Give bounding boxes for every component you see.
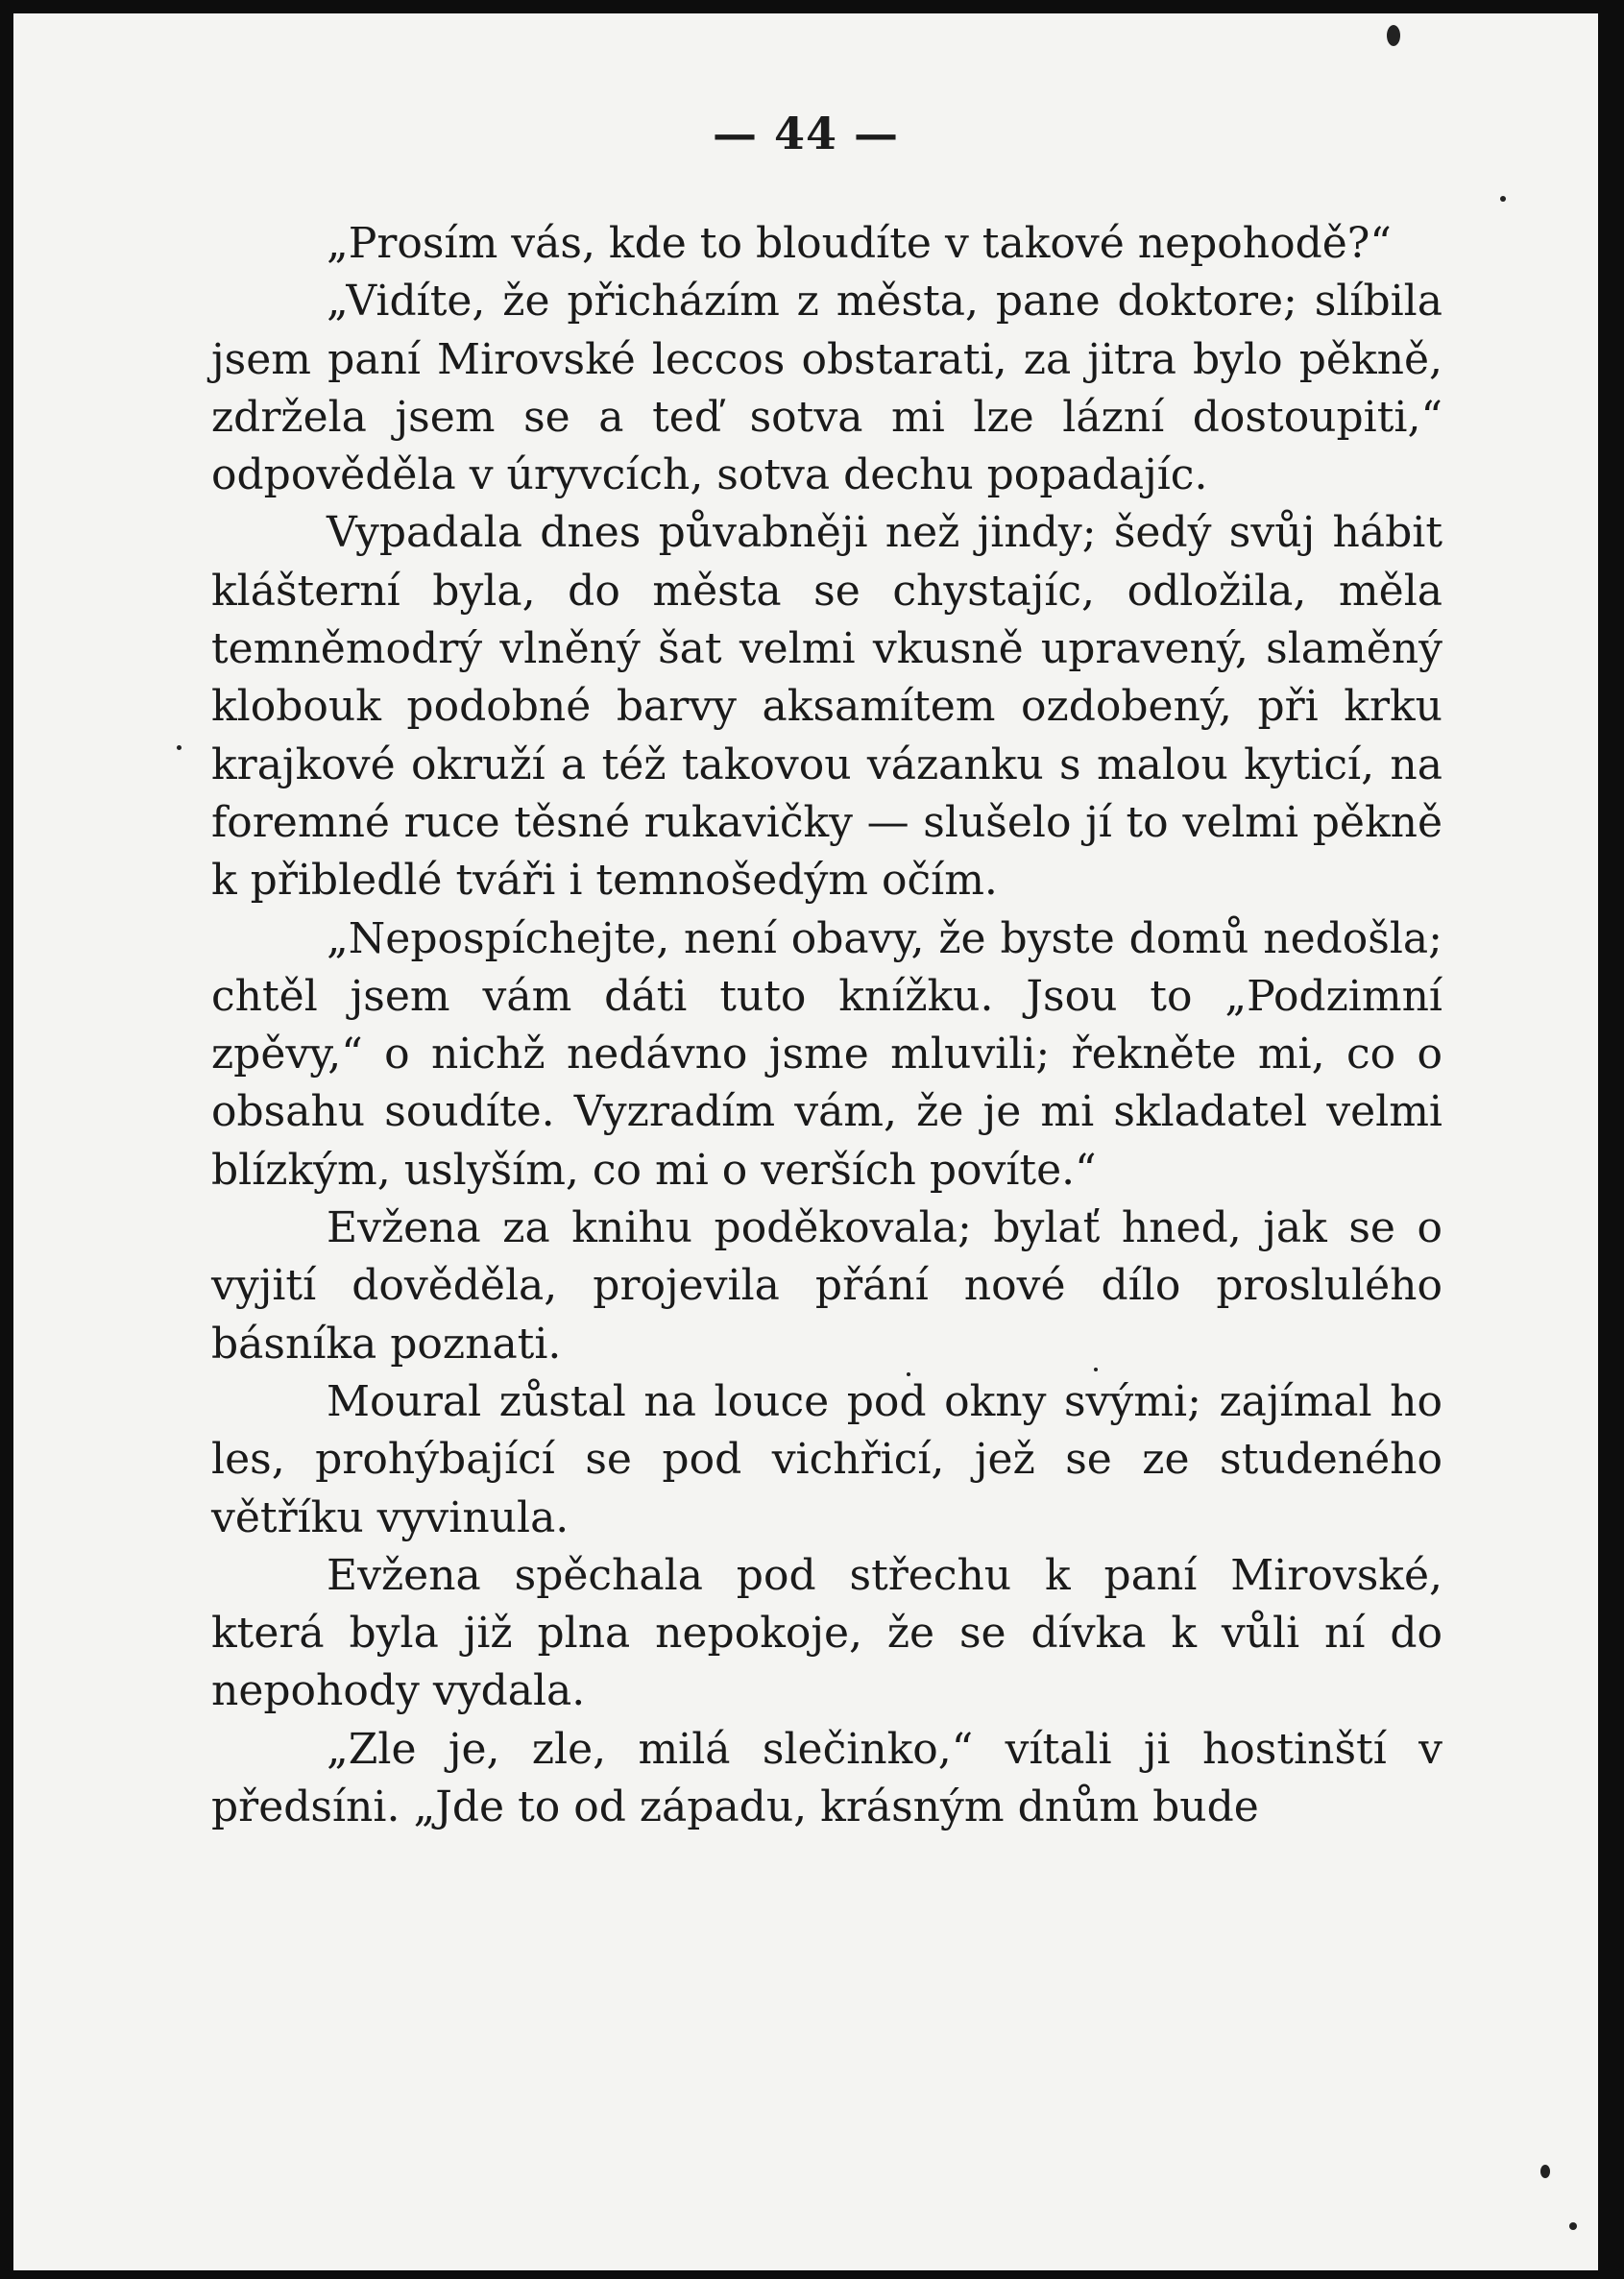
scan-speck bbox=[1500, 196, 1506, 202]
paragraph: „Vidíte, že přicházím z města, pane doktore; slíbila jsem paní Mirovské leccos obstarati, za jitra bylo pěkně, zdržela jsem se a teď sotva mi lze lázní dostoupiti,“ odpověděla v úryvcích, sotva dechu popadajíc. bbox=[211, 277, 1442, 500]
paragraph: Evžena spěchala pod střechu k paní Mirovské, která byla již plna nepokoje, že se dívka k vůli ní do nepohody vydala. bbox=[211, 1550, 1442, 1716]
scan-speck bbox=[1540, 2165, 1550, 2178]
scan-border bbox=[1598, 0, 1624, 2279]
body-text bbox=[211, 215, 1442, 1836]
scan-speck bbox=[1569, 2222, 1577, 2230]
book-page bbox=[13, 13, 1598, 2270]
scan-speck bbox=[177, 745, 182, 750]
scan-speck bbox=[1094, 1368, 1098, 1371]
paragraph: Moural zůstal na louce pod okny svými; zajímal ho les, prohýbající se pod vichřicí, jež se ze studeného větříku vyvinula. bbox=[211, 1376, 1442, 1542]
page-number: — 44 — bbox=[712, 108, 900, 159]
paragraph: „Prosím vás, kde to bloudíte v takové nepohodě?“ bbox=[327, 219, 1392, 268]
paragraph: Evžena za knihu poděkovala; bylať hned, jak se o vyjití dověděla, projevila přání nové dílo proslulého básníka poznati. bbox=[211, 1203, 1442, 1369]
paragraph: „Zle je, zle, milá slečinko,“ vítali ji hostinští v předsíni. „Jde to od západu, krásným dnům bude bbox=[211, 1724, 1442, 1832]
paragraph: „Nepospíchejte, není obavy, že byste domů nedošla; chtěl jsem vám dáti tuto knížku. Jsou to „Podzimní zpěvy,“ o nichž nedávno jsme mluvili; řekněte mi, co o obsahu soudíte. Vyzradím vám, že je mi skladatel velmi blízkým, uslyším, co mi o verších povíte.“ bbox=[211, 913, 1442, 1195]
paragraph: Vypadala dnes půvabněji než jindy; šedý svůj hábit klášterní byla, do města se chystajíc, odložila, měla temněmodrý vlněný šat velmi vkusně upravený, slaměný klobouk podobné barvy aksamítem ozdobený, při krku krajkové okruží a též takovou vázanku s malou kyticí, na foremné ruce těsné rukavičky — slušelo jí to velmi pěkně k přibledlé tváři i temnošedým očím. bbox=[211, 508, 1442, 906]
scan-speck bbox=[907, 1372, 910, 1376]
scan-speck bbox=[1387, 25, 1400, 46]
